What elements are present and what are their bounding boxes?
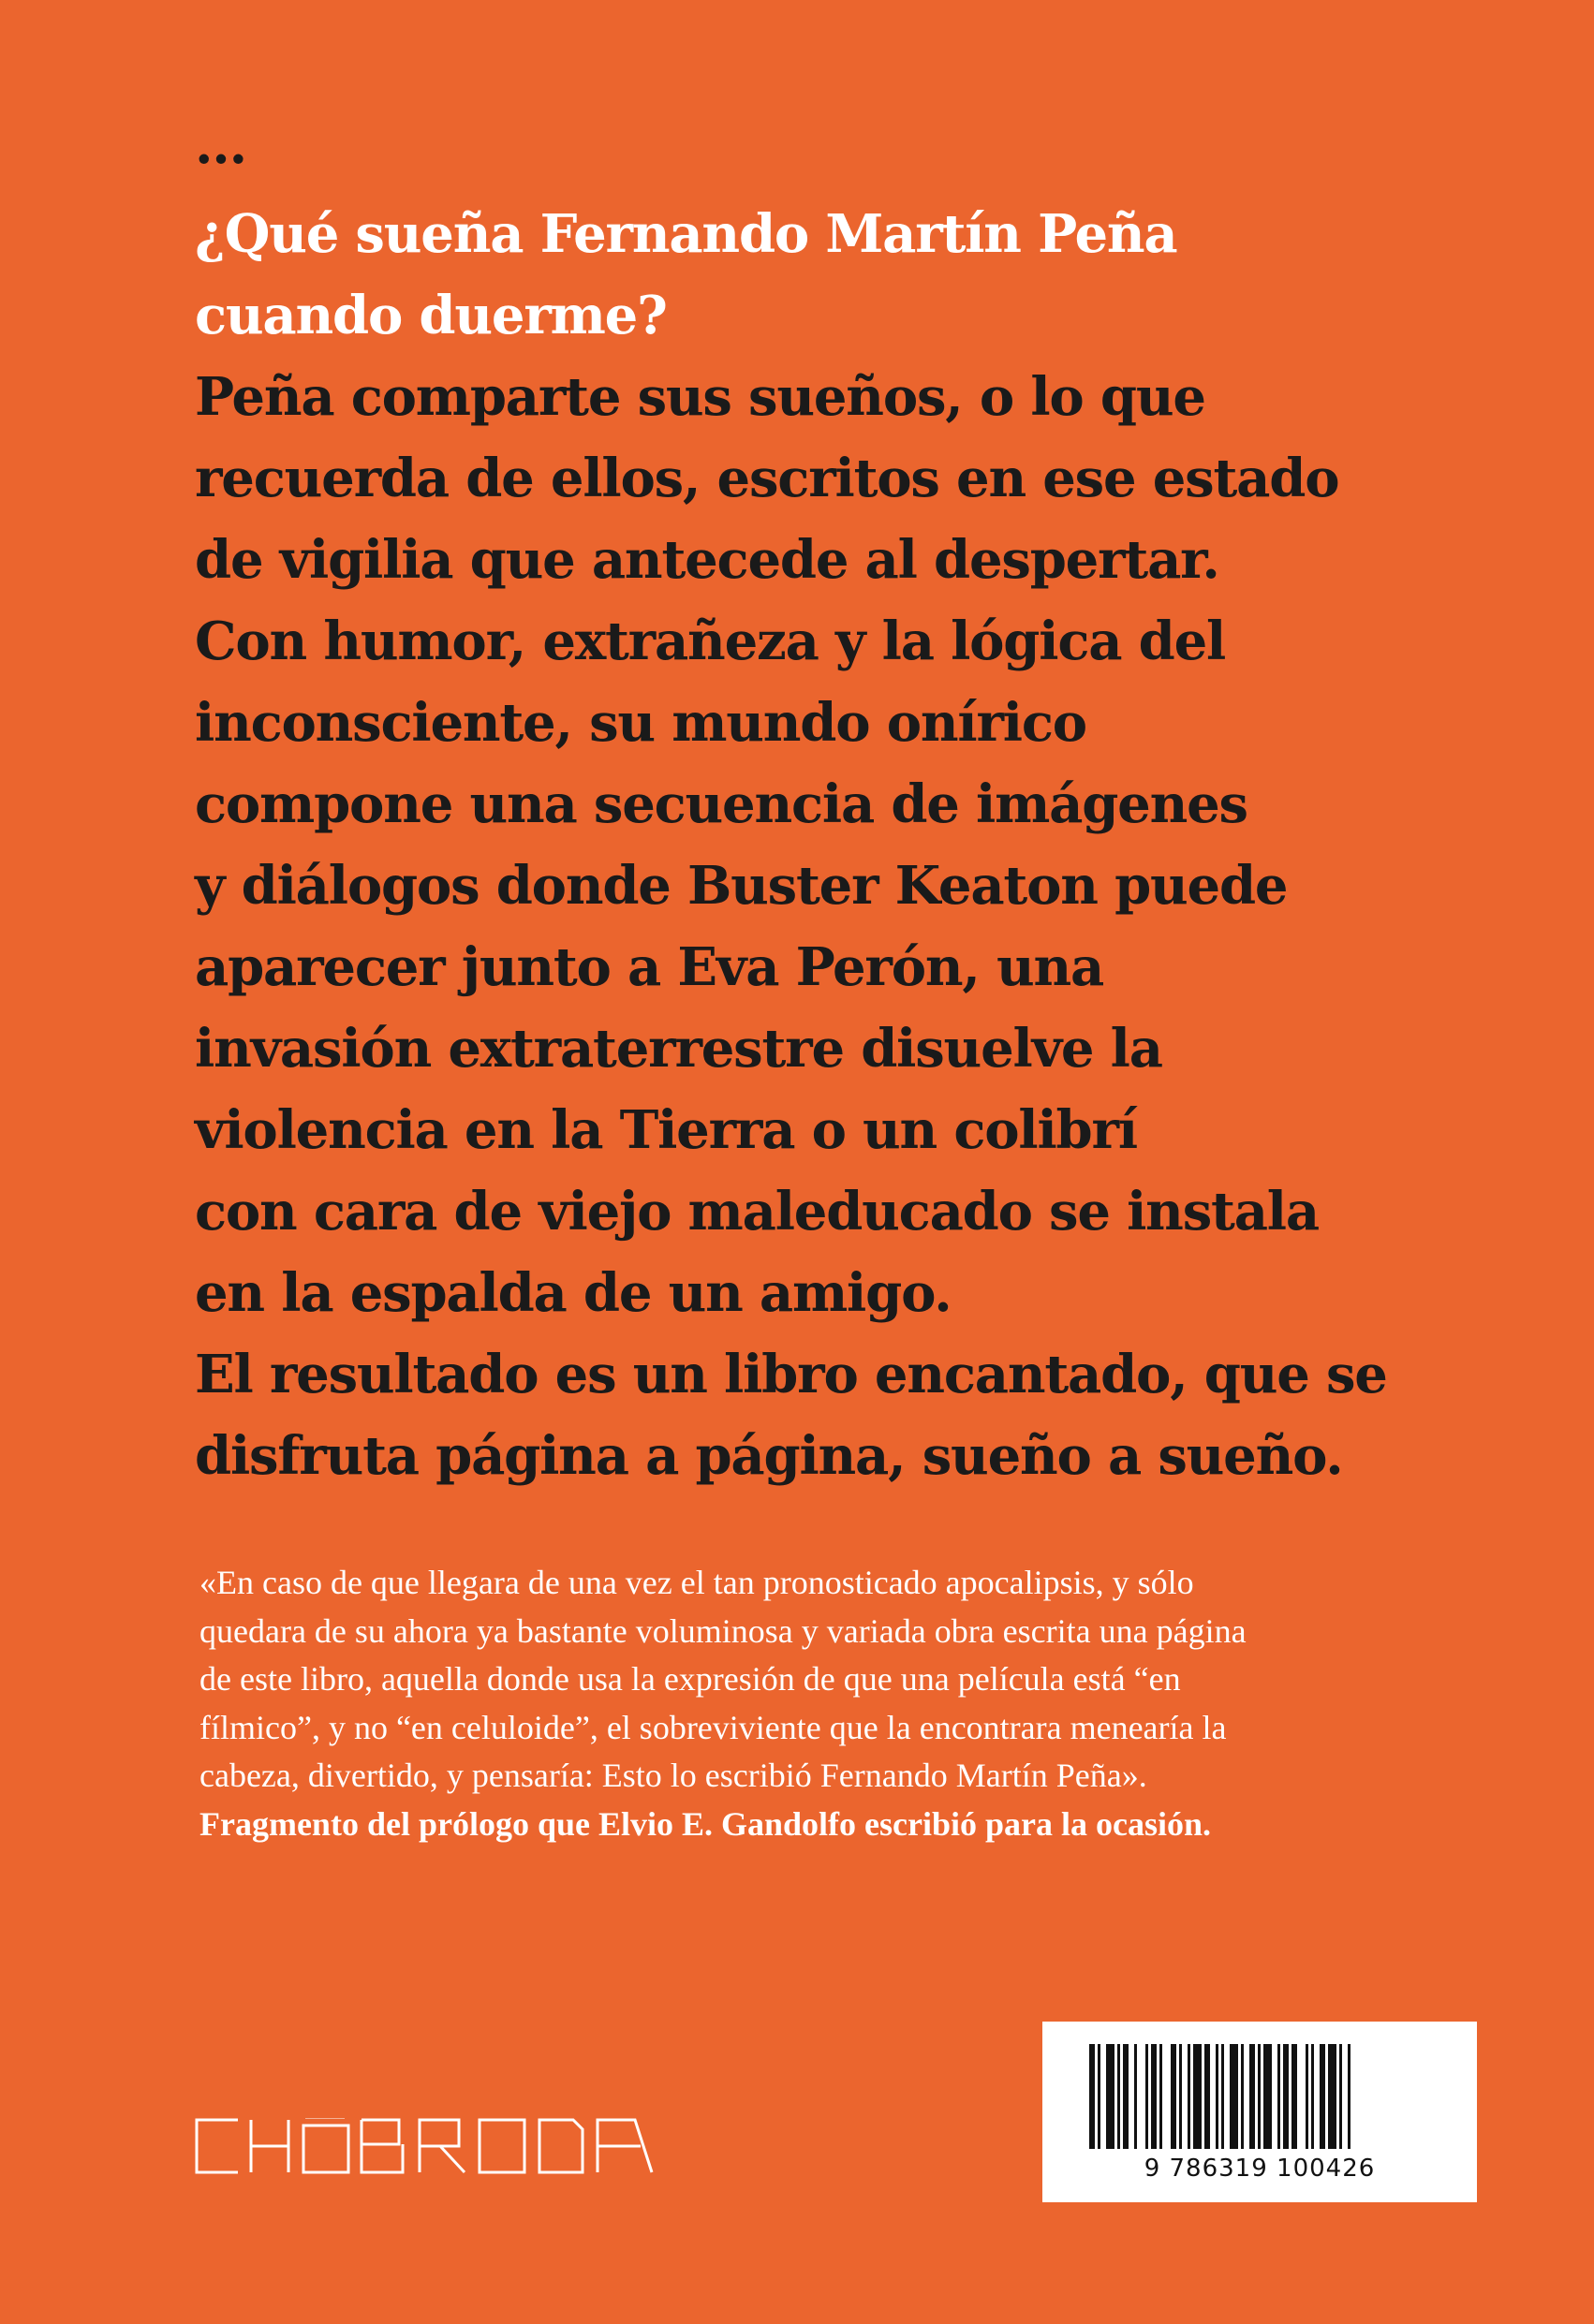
publisher-wordmark-icon <box>195 2118 738 2174</box>
barcode-bar <box>1171 2044 1176 2149</box>
barcode-bar <box>1123 2044 1129 2149</box>
barcode-bar <box>1179 2044 1182 2149</box>
barcode-bar <box>1241 2044 1244 2149</box>
quote-line: de este libro, aquella donde usa la expresión de que una película está “en <box>199 1660 1181 1698</box>
barcode-bar <box>1221 2044 1224 2149</box>
blurb-line: y diálogos donde Buster Keaton puede <box>195 855 1288 917</box>
blurb-line: de vigilia que antecede al despertar. <box>195 529 1219 591</box>
barcode-bar <box>1339 2044 1342 2149</box>
barcode-bar <box>1283 2044 1289 2149</box>
blurb-line: Con humor, extrañeza y la lógica del <box>195 610 1226 672</box>
isbn-number: 9 786319 100426 <box>1144 2155 1376 2183</box>
blurb-line: con cara de viejo maleducado se instala <box>195 1181 1319 1243</box>
blurb-line: violencia en la Tierra o un colibrí <box>195 1099 1137 1161</box>
blurb-line: inconsciente, su mundo onírico <box>195 692 1086 754</box>
barcode-bar <box>1204 2044 1210 2149</box>
quote-line: quedara de su ahora ya bastante voluminosa y variada obra escrita una página <box>199 1611 1247 1650</box>
blurb <box>195 112 1525 1497</box>
isbn-barcode <box>1042 2022 1477 2202</box>
quote-line: fílmico”, y no “en celuloide”, el sobreviviente que la encontrara menearía la <box>199 1708 1227 1746</box>
barcode-bar <box>1291 2044 1297 2149</box>
barcode-bar <box>1311 2044 1314 2149</box>
blurb-line: invasión extraterrestre disuelve la <box>195 1018 1162 1080</box>
blurb-question-line: ¿Qué sueña Fernando Martín Peña <box>195 203 1177 265</box>
barcode-bar <box>1098 2044 1100 2149</box>
barcode-bar <box>1089 2044 1095 2149</box>
quote-attribution: Fragmento del prólogo que Elvio E. Gandolfo escribió para la ocasión. <box>199 1804 1212 1843</box>
barcode-bar <box>1258 2044 1261 2149</box>
blurb-question-line: cuando duerme? <box>195 285 667 346</box>
barcode-bar <box>1151 2044 1157 2149</box>
prologue-quote <box>199 1559 1529 1848</box>
barcode-bar <box>1263 2044 1272 2149</box>
blurb-line: disfruta página a página, sueño a sueño. <box>195 1425 1343 1487</box>
barcode-bar <box>1145 2044 1148 2149</box>
barcode-bar <box>1320 2044 1325 2149</box>
barcode-bar <box>1106 2044 1114 2149</box>
barcode-bar <box>1277 2044 1280 2149</box>
barcode-bar <box>1216 2044 1218 2149</box>
barcode-bar <box>1306 2044 1308 2149</box>
quote-line: cabeza, divertido, y pensaría: Esto lo escribió Fernando Martín Peña». <box>199 1757 1147 1794</box>
barcode-bar <box>1117 2044 1120 2149</box>
barcode-bar <box>1348 2044 1350 2149</box>
barcode-bar <box>1230 2044 1238 2149</box>
barcode-bar <box>1188 2044 1190 2149</box>
blurb-line: Peña comparte sus sueños, o lo que <box>195 366 1205 428</box>
blurb-line: El resultado es un libro encantado, que se <box>195 1344 1387 1405</box>
barcode-bar <box>1134 2044 1137 2149</box>
blurb-line: en la espalda de un amigo. <box>195 1262 952 1324</box>
barcode-bars <box>1089 2044 1430 2149</box>
ellipsis: ... <box>195 114 246 176</box>
quote-line: «En caso de que llegara de una vez el tan pronosticado apocalipsis, y sólo <box>199 1564 1194 1601</box>
barcode-bar <box>1159 2044 1162 2149</box>
blurb-line: aparecer junto a Eva Perón, una <box>195 936 1104 998</box>
barcode-bar <box>1249 2044 1255 2149</box>
blurb-line: compone una secuencia de imágenes <box>195 773 1247 835</box>
barcode-bar <box>1193 2044 1202 2149</box>
blurb-line: recuerda de ellos, escritos en ese estado <box>195 448 1339 509</box>
barcode-bar <box>1328 2044 1336 2149</box>
